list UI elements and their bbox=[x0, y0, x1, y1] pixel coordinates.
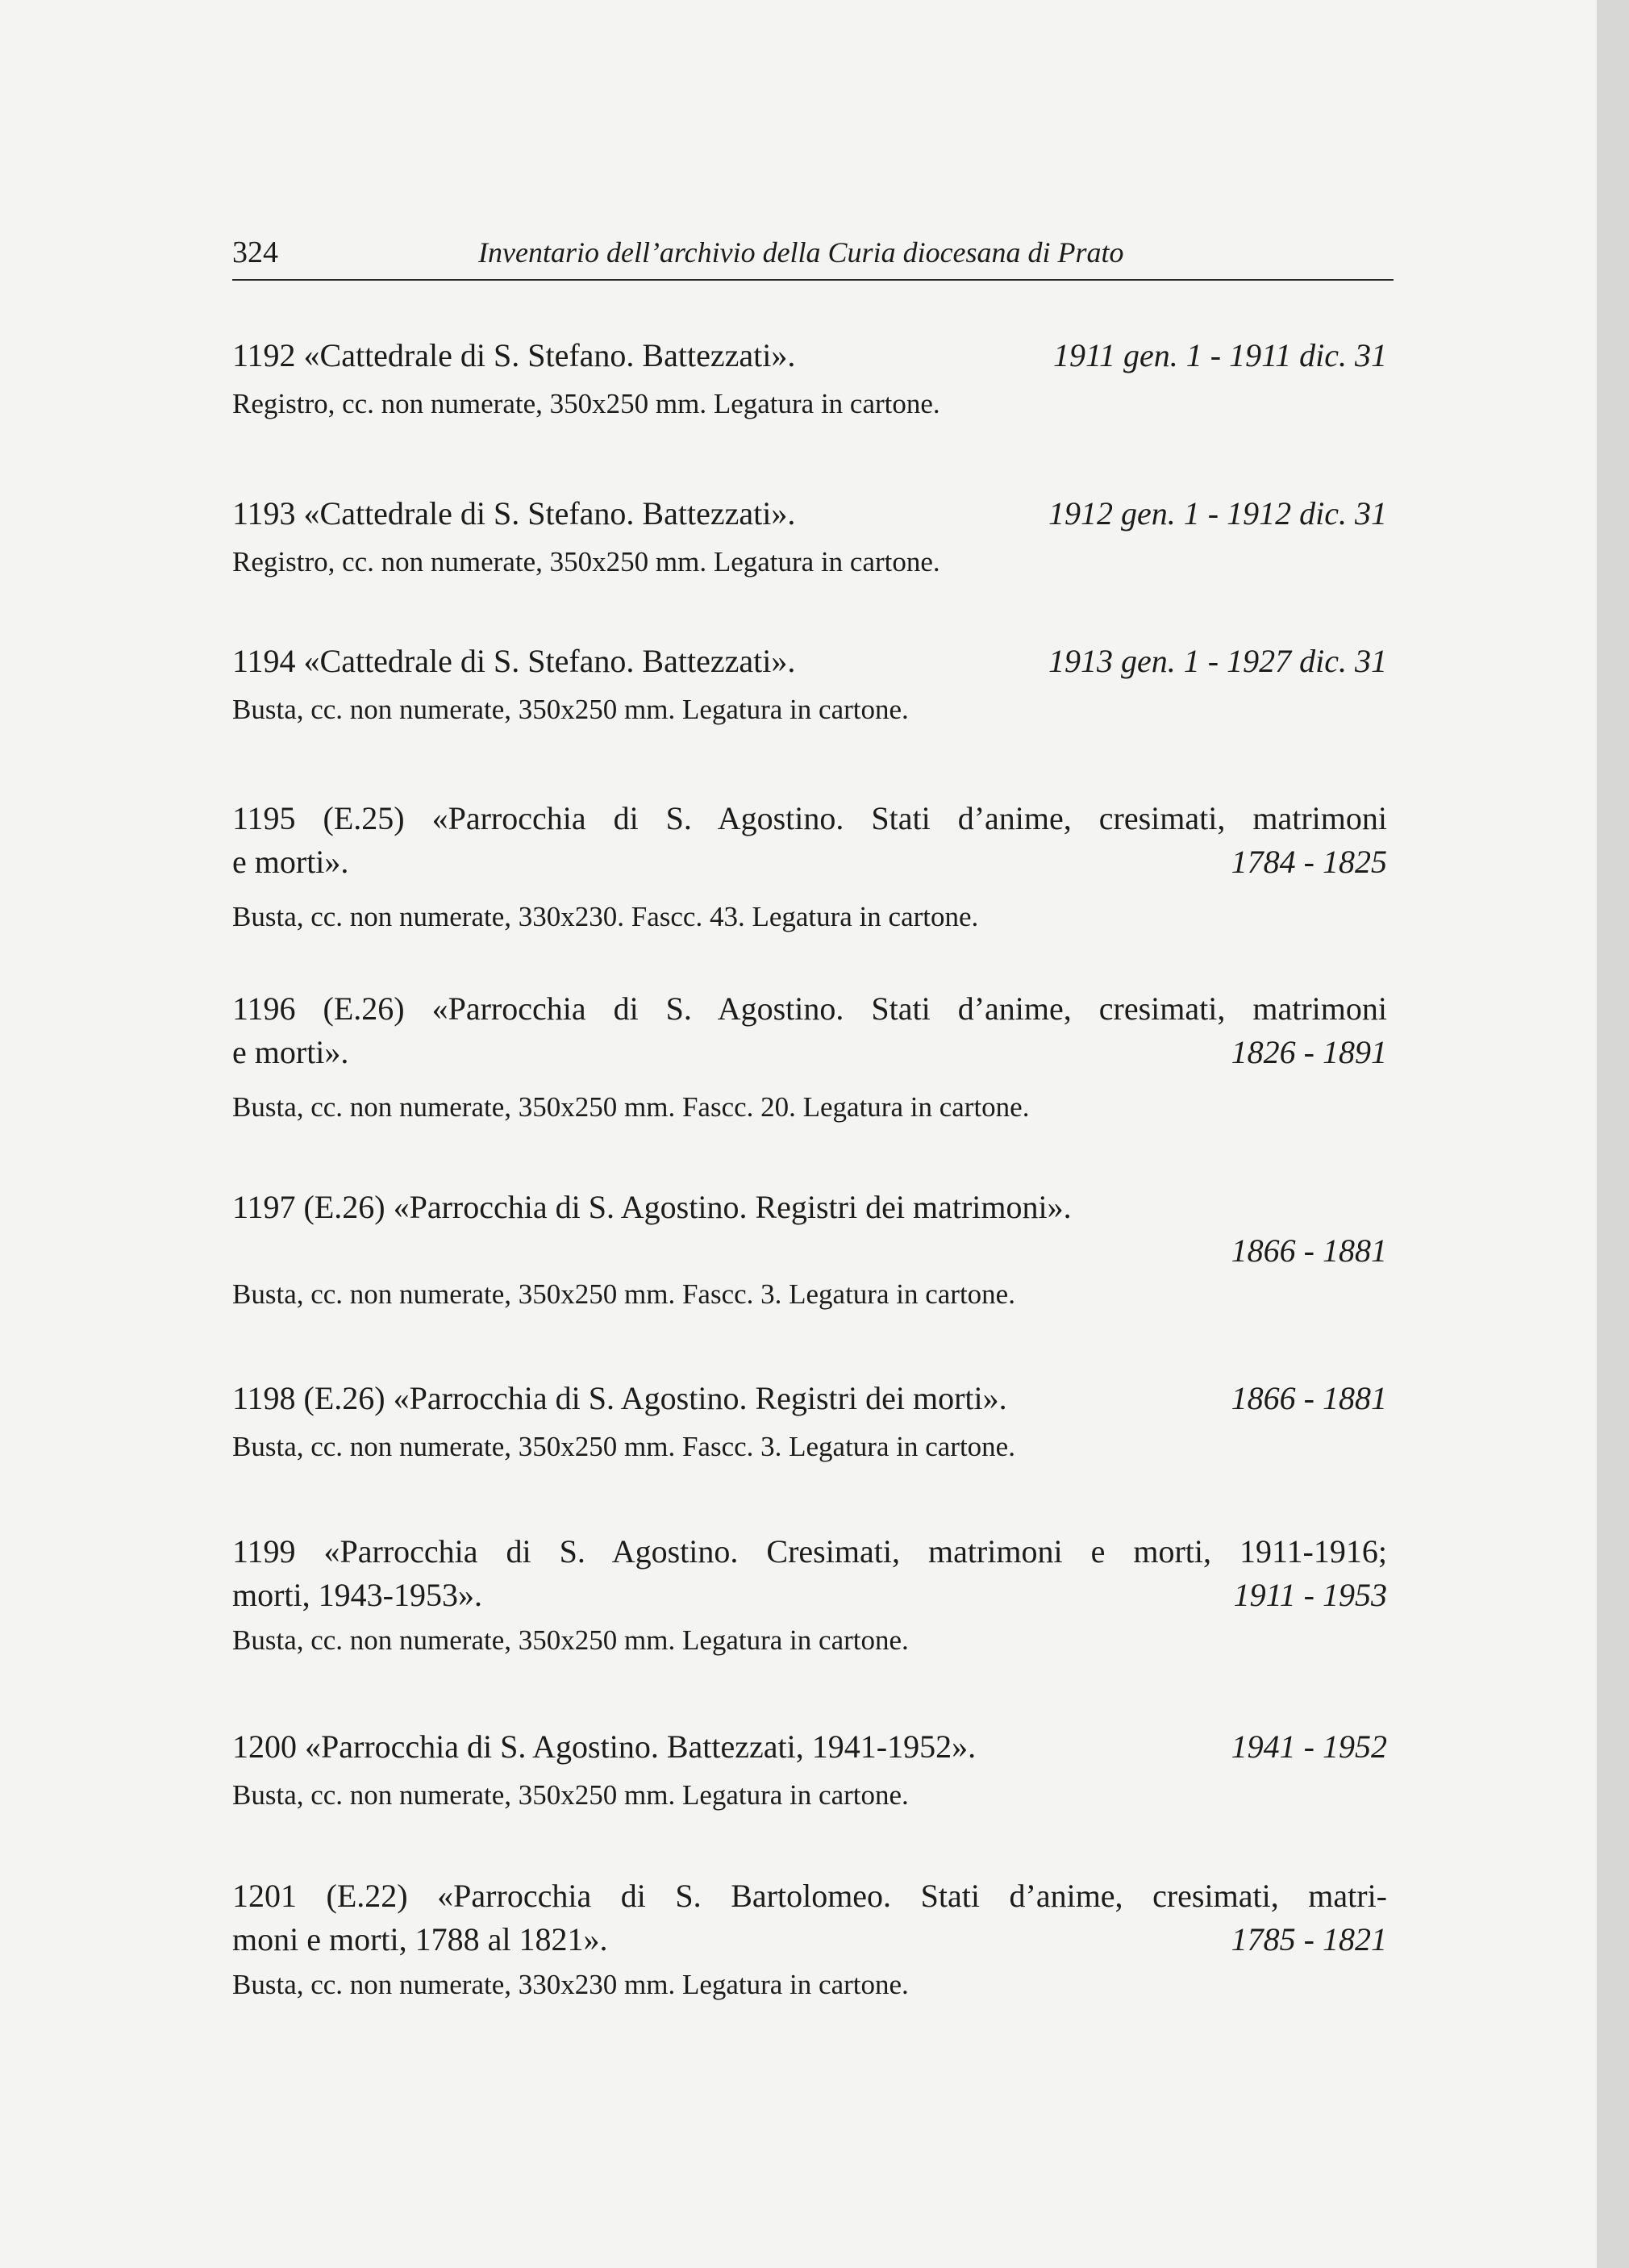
entry-title-line-2: morti, 1943-1953». bbox=[232, 1577, 482, 1613]
inventory-entry-1200 bbox=[232, 1725, 1387, 1814]
entry-title-line-2: e morti». bbox=[232, 1034, 349, 1070]
entry-dates: 1785 - 1821 bbox=[1231, 1921, 1387, 1957]
inventory-entry-1194 bbox=[232, 640, 1387, 728]
entry-title-line-1: 1196 (E.26) «Parrocchia di S. Agostino. Stati d’anime, cresimati, matrimoni bbox=[232, 990, 1387, 1027]
inventory-entry-1192 bbox=[232, 334, 1387, 423]
entry-title-line-1: 1199 «Parrocchia di S. Agostino. Cresimati, matrimoni e morti, 1911-1916; bbox=[232, 1533, 1387, 1570]
entry-title-line-2: e morti». bbox=[232, 844, 349, 880]
entry-description: Busta, cc. non numerate, 330x230. Fascc. 43. Legatura in cartone. bbox=[232, 901, 979, 932]
entry-title-line-1: 1195 (E.25) «Parrocchia di S. Agostino. Stati d’anime, cresimati, matrimoni bbox=[232, 800, 1387, 836]
entry-description: Busta, cc. non numerate, 350x250 mm. Legatura in cartone. bbox=[232, 1779, 909, 1811]
entry-description: Busta, cc. non numerate, 350x250 mm. Legatura in cartone. bbox=[232, 1624, 909, 1656]
entry-dates: 1826 - 1891 bbox=[1231, 1034, 1387, 1070]
entry-dates: 1784 - 1825 bbox=[1231, 844, 1387, 880]
entry-description: Busta, cc. non numerate, 330x230 mm. Legatura in cartone. bbox=[232, 1969, 909, 2000]
inventory-entry-1197 bbox=[232, 1186, 1387, 1313]
entry-dates: 1911 gen. 1 - 1911 dic. 31 bbox=[1052, 337, 1387, 373]
inventory-entry-1193 bbox=[232, 492, 1387, 581]
inventory-entry-1195 bbox=[232, 797, 1387, 936]
entry-title: 1200 «Parrocchia di S. Agostino. Battezzati, 1941-1952». bbox=[232, 1728, 977, 1765]
entry-title: 1194 «Cattedrale di S. Stefano. Battezzati». bbox=[232, 643, 796, 679]
inventory-entry-1201 bbox=[232, 1874, 1387, 2003]
entry-dates: 1866 - 1881 bbox=[1231, 1380, 1387, 1416]
entry-title: 1198 (E.26) «Parrocchia di S. Agostino. Registri dei morti». bbox=[232, 1380, 1007, 1416]
entry-title-line-2: moni e morti, 1788 al 1821». bbox=[232, 1921, 608, 1957]
entry-description: Busta, cc. non numerate, 350x250 mm. Fascc. 20. Legatura in cartone. bbox=[232, 1091, 1030, 1123]
inventory-entry-1196 bbox=[232, 987, 1387, 1126]
entry-description: Registro, cc. non numerate, 350x250 mm. Legatura in cartone. bbox=[232, 546, 940, 577]
running-title: Inventario dell’archivio della Curia diocesana di Prato bbox=[478, 236, 1124, 269]
entry-dates: 1912 gen. 1 - 1912 dic. 31 bbox=[1048, 495, 1387, 532]
scan-right-edge bbox=[1597, 0, 1629, 2268]
entry-description: Busta, cc. non numerate, 350x250 mm. Legatura in cartone. bbox=[232, 694, 909, 725]
entry-dates: 1913 gen. 1 - 1927 dic. 31 bbox=[1048, 643, 1387, 679]
entry-description: Busta, cc. non numerate, 350x250 mm. Fascc. 3. Legatura in cartone. bbox=[232, 1278, 1015, 1310]
entry-dates: 1866 - 1881 bbox=[1231, 1232, 1387, 1269]
entry-title-line-1: 1201 (E.22) «Parrocchia di S. Bartolomeo. Stati d’anime, cresimati, matri- bbox=[232, 1878, 1387, 1914]
entry-dates: 1941 - 1952 bbox=[1231, 1728, 1387, 1765]
page-header bbox=[232, 232, 1394, 281]
entry-description: Registro, cc. non numerate, 350x250 mm. Legatura in cartone. bbox=[232, 388, 940, 419]
entry-title: 1192 «Cattedrale di S. Stefano. Battezzati». bbox=[232, 337, 796, 373]
entry-dates: 1911 - 1953 bbox=[1233, 1577, 1387, 1613]
entry-title-line-1: 1197 (E.26) «Parrocchia di S. Agostino. Registri dei matrimoni». bbox=[232, 1189, 1072, 1225]
inventory-entry-1198 bbox=[232, 1377, 1387, 1465]
entry-description: Busta, cc. non numerate, 350x250 mm. Fascc. 3. Legatura in cartone. bbox=[232, 1431, 1015, 1462]
page-number: 324 bbox=[232, 236, 278, 269]
entry-title: 1193 «Cattedrale di S. Stefano. Battezzati». bbox=[232, 495, 796, 532]
inventory-entry-1199 bbox=[232, 1530, 1387, 1659]
